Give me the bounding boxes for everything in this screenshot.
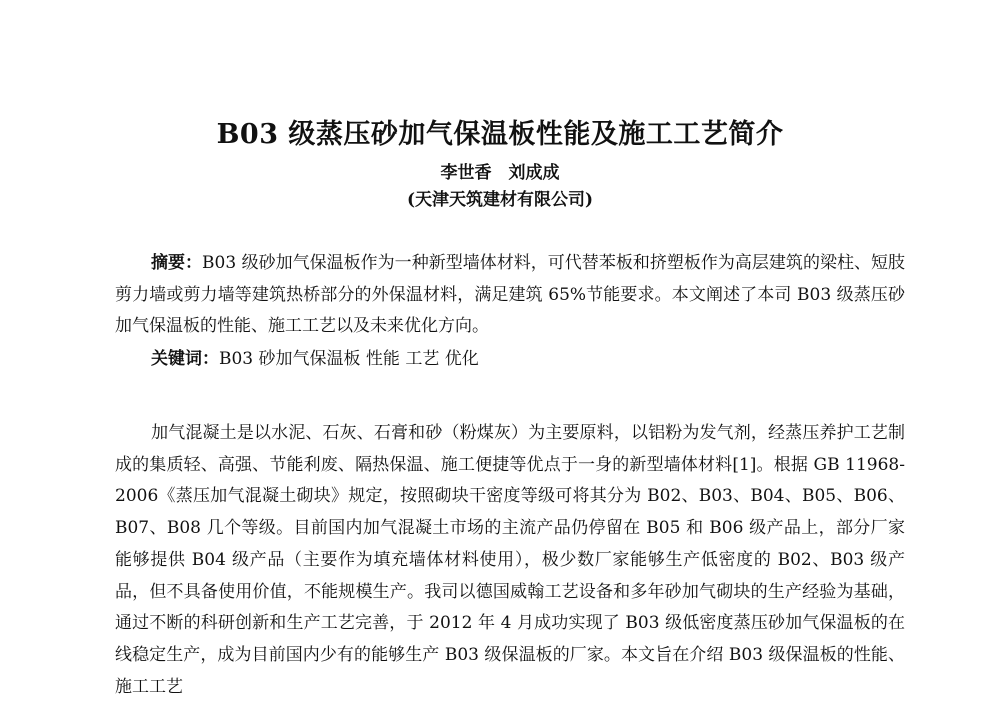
abstract-label: 摘要：	[151, 253, 203, 273]
body-paragraph	[115, 418, 905, 703]
keywords-text: B03 砂加气保温板 性能 工艺 优化	[219, 349, 479, 369]
abstract-text: B03 级砂加气保温板作为一种新型墙体材料，可代替苯板和挤塑板作为高层建筑的梁柱、短肢剪力墙或剪力墙等建筑热桥部分的外保温材料，满足建筑 65%节能要求。本文阐述了本司 B03 级蒸压砂加气保温板的性能、施工工艺以及未来优化方向。	[115, 253, 905, 336]
keywords-label: 关键词：	[151, 349, 219, 369]
paper-affiliation: (天津天筑建材有限公司)	[406, 190, 594, 210]
keywords-paragraph	[115, 344, 905, 376]
body-text: 加气混凝土是以水泥、石灰、石膏和砂（粉煤灰）为主要原料，以铝粉为发气剂，经蒸压养护工艺制成的集质轻、高强、节能利废、隔热保温、施工便捷等优点于一身的新型墙体材料[1]。根据 GB 11968-2006《蒸压加气混凝土砌块》规定，按照砌块干密度等级可将其分为 B02、B03、B04、B05、B06、B07、B08 几个等级。目前国内加气混凝土市场的主流产品仍停留在 B05 和 B06 级产品上，部分厂家能够提供 B04 级产品（主要作为填充墙体材料使用），极少数厂家能够生产低密度的 B02、B03 级产品，但不具备使用价值，不能规模生产。我司以德国威翰工艺设备和多年砂加气砌块的生产经验为基础，通过不断的科研创新和生产工艺完善，于 2012 年 4 月成功实现了 B03 级低密度蒸压砂加气保温板的在线稳定生产，成为目前国内少有的能够生产 B03 级保温板的厂家。本文旨在介绍 B03 级保温板的性能、施工工艺	[115, 423, 905, 697]
paper-authors: 李世香 刘成成	[440, 163, 560, 183]
paper-title: B03 级蒸压砂加气保温板性能及施工工艺简介	[216, 119, 784, 150]
abstract-paragraph	[115, 248, 905, 343]
